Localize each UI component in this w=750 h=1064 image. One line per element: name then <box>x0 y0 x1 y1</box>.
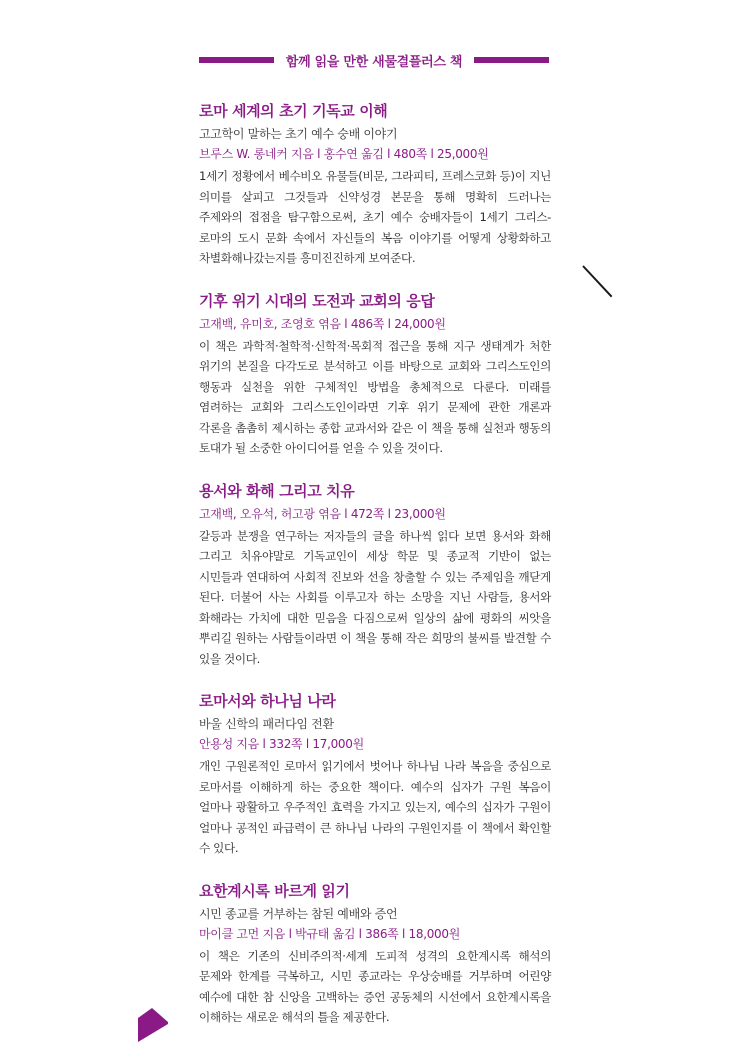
book-meta: 마이클 고먼 지음 l 박규태 옮김 l 386쪽 l 18,000원 <box>199 926 461 941</box>
book-entry-1 <box>199 100 551 269</box>
book-description: 이 책은 과학적·철학적·신학적·목회적 접근을 통해 지구 생태계가 처한 위기의 본질을 다각도로 분석하고 이를 바탕으로 교회와 그리스도인의 행동과 실천을 위한 구체적인 방법을 총체적으로 다룬다. 미래를 염려하는 교회와 그리스도인이라면 기후 위기 문제에 관한 개론과 각론을 촘촘히 제시하는 종합 교과서와 같은 이 책을 통해 실천과 행동의 토대가 될 소중한 아이디어를 얻을 수 있을 것이다. <box>199 338 551 455</box>
book-description: 이 책은 기존의 신비주의적·세계 도피적 성격의 요한계시록 해석의 문제와 한계를 극복하고, 시민 종교라는 우상숭배를 거부하며 어린양 예수에 대한 참 신앙을 고백하는 증언 공동체의 시선에서 요한계시록을 이해하는 새로운 해석의 틀을 제공한다. <box>199 948 551 1024</box>
book-description: 개인 구원론적인 로마서 읽기에서 벗어나 하나님 나라 복음을 중심으로 로마서를 이해하게 하는 중요한 책이다. 예수의 십자가 구원 복음이 얼마나 광활하고 우주적인 효력을 가지고 있는지, 예수의 십자가 구원이 얼마나 공적인 파급력이 큰 하나님 나라의 구원인지를 이 책에서 확인할 수 있다. <box>199 759 551 855</box>
book-description: 갈등과 분쟁을 연구하는 저자들의 글을 하나씩 읽다 보면 용서와 화해 그리고 치유야말로 기독교인이 세상 학문 및 종교적 기반이 없는 시민들과 연대하여 사회적 진보와 선을 창출할 수 있는 주제임을 깨닫게 된다. 더불어 사는 사회를 이루고자 하는 소망을 지닌 사람들, 용서와 화해라는 가치에 대한 믿음을 다짐으로써 일상의 삶에 평화의 씨앗을 뿌리길 원하는 사람들이라면 이 책을 통해 작은 희망의 불씨를 발견할 수 있을 것이다. <box>199 528 551 666</box>
book-meta: 안용성 지음 l 332쪽 l 17,000원 <box>199 737 364 751</box>
section-header <box>199 52 549 68</box>
book-entry-2 <box>199 290 551 459</box>
page-corner-marker-icon <box>138 1008 168 1042</box>
book-title: 용서와 화해 그리고 치유 <box>199 481 355 500</box>
section-title: 함께 읽을 만한 새물결플러스 책 <box>285 54 463 70</box>
book-subtitle: 시민 종교를 거부하는 참된 예배와 증언 <box>199 906 398 921</box>
decorative-slash-line <box>582 265 612 297</box>
book-title: 기후 위기 시대의 도전과 교회의 응답 <box>199 291 435 310</box>
book-description: 1세기 정황에서 베수비오 유물들(비문, 그라피티, 프레스코화 등)이 지닌 의미를 살피고 그것들과 신약성경 본문을 통해 명확히 드러나는 주제와의 접점을 탐구함으로써, 초기 예수 숭배자들이 1세기 그리스-로마의 도시 문화 속에서 자신들의 복음 이야기를 어떻게 상황화하고 차별화해나갔는지를 흥미진진하게 보여준다. <box>199 169 551 265</box>
book-meta: 고재백, 오유석, 허고광 엮음 l 472쪽 l 23,000원 <box>199 506 446 521</box>
book-meta: 브루스 W. 롱네커 지음 l 홍수연 옮김 l 480쪽 l 25,000원 <box>199 147 489 161</box>
book-entry-5 <box>199 880 551 1028</box>
book-title: 요한계시록 바르게 읽기 <box>199 881 350 900</box>
book-title: 로마서와 하나님 나라 <box>199 692 336 710</box>
book-list <box>199 100 551 1049</box>
book-entry-4 <box>199 690 551 859</box>
header-right-bar <box>474 57 549 63</box>
book-entry-3 <box>199 480 551 670</box>
book-meta: 고재백, 유미호, 조영호 엮음 l 486쪽 l 24,000원 <box>199 316 446 331</box>
book-title: 로마 세계의 초기 기독교 이해 <box>199 102 388 120</box>
header-left-bar <box>199 57 274 63</box>
book-subtitle: 고고학이 말하는 초기 예수 숭배 이야기 <box>199 127 398 141</box>
book-subtitle: 바울 신학의 패러다임 전환 <box>199 717 334 731</box>
